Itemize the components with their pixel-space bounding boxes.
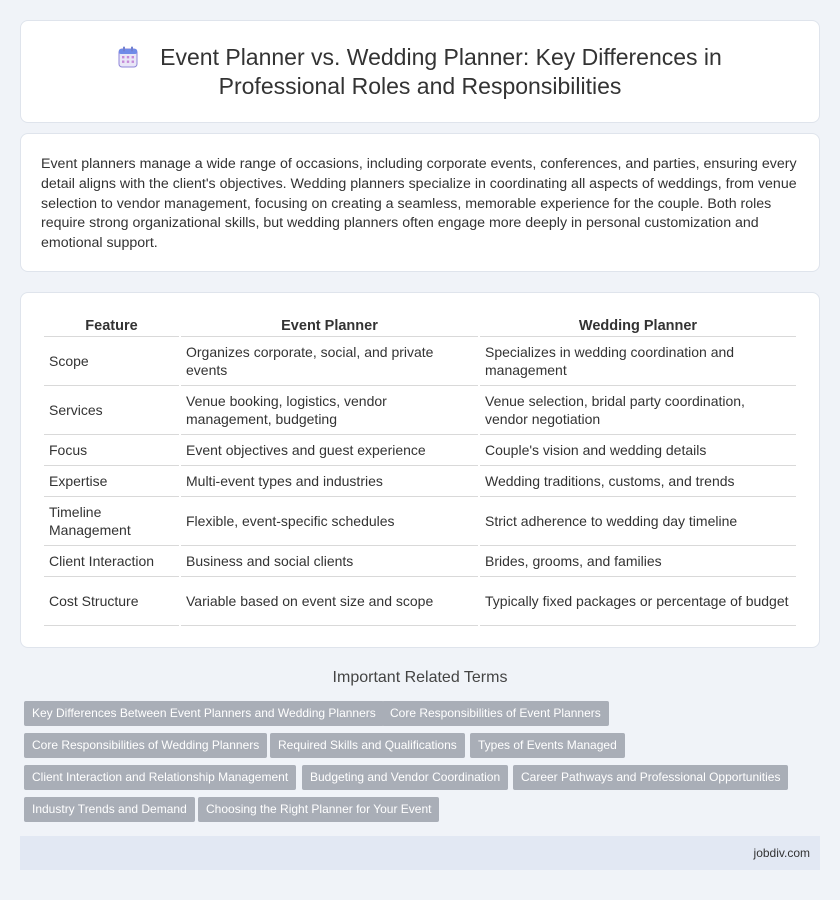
intro-paragraph: Event planners manage a wide range of occasions, including corporate events, conferences, and parties, ensuring every detail aligns with the client's objectives. Wedding planners specialize in coordinating all aspects of weddings, from venue selection to vendor management, focusing on creating a seamless, memorable experience for the couple. Both roles require strong organizational skills, but wedding planners often engage more deeply in personal customization and emotional support.: [41, 156, 797, 252]
calendar-icon: [118, 46, 138, 68]
table-cell: Cost Structure: [44, 577, 179, 626]
table-cell: Specializes in wedding coordination and management: [480, 337, 796, 386]
table-row: [44, 546, 796, 577]
column-header-wedding-planner: Wedding Planner: [480, 317, 796, 337]
related-term-tag[interactable]: Required Skills and Qualifications: [270, 733, 465, 758]
table-cell: Couple's vision and wedding details: [480, 435, 796, 466]
comparison-card: [20, 292, 820, 648]
table-row: [44, 577, 796, 626]
table-cell: Organizes corporate, social, and private events: [181, 337, 478, 386]
header-card: [20, 20, 820, 123]
related-term-tag[interactable]: Core Responsibilities of Wedding Planners: [24, 733, 267, 758]
column-header-feature: Feature: [44, 317, 179, 337]
table-cell: Focus: [44, 435, 179, 466]
related-term-tag[interactable]: Client Interaction and Relationship Management: [24, 765, 296, 790]
table-cell: Typically fixed packages or percentage of budget: [480, 577, 796, 626]
table-cell: Scope: [44, 337, 179, 386]
related-term-tag[interactable]: Budgeting and Vendor Coordination: [302, 765, 508, 790]
table-cell: Brides, grooms, and families: [480, 546, 796, 577]
table-row: [44, 386, 796, 435]
column-header-event-planner: Event Planner: [181, 317, 478, 337]
table-cell: Event objectives and guest experience: [181, 435, 478, 466]
related-term-tag[interactable]: Key Differences Between Event Planners and Wedding Planners: [24, 701, 384, 726]
table-header-row: [44, 317, 796, 337]
table-cell: Variable based on event size and scope: [181, 577, 478, 626]
table-row: [44, 337, 796, 386]
table-cell: Strict adherence to wedding day timeline: [480, 497, 796, 546]
page-title: Event Planner vs. Wedding Planner: Key Differences in Professional Roles and Responsibilities: [160, 44, 722, 99]
table-row: [44, 435, 796, 466]
table-cell: Timeline Management: [44, 497, 179, 546]
table-cell: Business and social clients: [181, 546, 478, 577]
table-cell: Services: [44, 386, 179, 435]
footer-site-link[interactable]: jobdiv.com: [753, 846, 810, 860]
table-row: [44, 466, 796, 497]
table-cell: Wedding traditions, customs, and trends: [480, 466, 796, 497]
table-cell: Flexible, event-specific schedules: [181, 497, 478, 546]
related-term-tag[interactable]: Core Responsibilities of Event Planners: [382, 701, 609, 726]
table-cell: Expertise: [44, 466, 179, 497]
related-term-tag[interactable]: Choosing the Right Planner for Your Event: [198, 797, 439, 822]
table-cell: Multi-event types and industries: [181, 466, 478, 497]
related-term-tag[interactable]: Career Pathways and Professional Opportunities: [513, 765, 788, 790]
related-term-tag[interactable]: Industry Trends and Demand: [24, 797, 195, 822]
footer: [20, 836, 820, 870]
table-row: [44, 497, 796, 546]
table-cell: Venue booking, logistics, vendor management, budgeting: [181, 386, 478, 435]
intro-card: [20, 133, 820, 272]
related-term-tag[interactable]: Types of Events Managed: [470, 733, 625, 758]
related-terms-heading: Important Related Terms: [332, 669, 508, 686]
table-cell: Venue selection, bridal party coordination, vendor negotiation: [480, 386, 796, 435]
table-cell: Client Interaction: [44, 546, 179, 577]
comparison-table: [42, 317, 798, 626]
